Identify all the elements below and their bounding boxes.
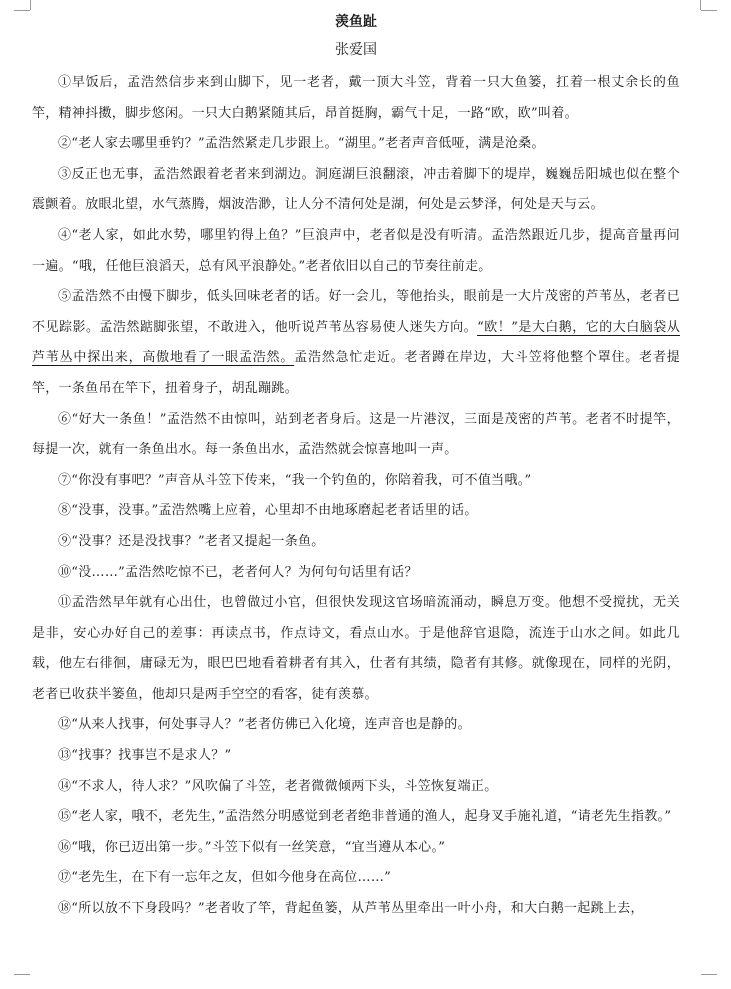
paragraph-2 [32,129,680,160]
paragraph-14 [32,772,680,803]
paragraph-18 [32,894,680,925]
paragraph-text: ①早饭后，孟浩然信步来到山脚下，见一老者，戴一顶大斗笠，背着一只大鱼篓，扛着一根丈余长的鱼竿，精神抖擞，脚步悠闲。一只大白鹅紧随其后，昂首挺胸，霸气十足，一路“欧，欧”叫着。 [32,75,680,121]
paragraph-text: ③反正也无事，孟浩然跟着老者来到湖边。洞庭湖巨浪翻滚，冲击着脚下的堤岸，巍巍岳阳城也似在整个震颤着。放眼北望，水气蒸腾，烟波浩渺，让人分不清何处是湖，何处是云梦泽，何处是天与云。 [32,166,680,213]
paragraph-text: ⑤孟浩然不由慢下脚步，低头回味老者的话。好一会儿，等他抬头，眼前是一大片茂密的芦苇丛，老者已不见踪影。孟浩然踮脚张望，不敢进入，他听说芦苇丛容易使人迷失方向。 [32,289,680,335]
crop-mark-bottom-right [701,974,717,985]
paragraph-10 [32,558,680,589]
paragraph-text: ⑩“没……”孟浩然吃惊不已，老者何人？为何句句话里有话？ [58,564,418,580]
paragraph-text: ⑭“不求人，待人求？”风吹偏了斗笠，老者微微倾两下头，斗笠恢复端正。 [58,778,498,794]
paragraph-text: ⑧“没事，没事。”孟浩然嘴上应着，心里却不由地琢磨起老者话里的话。 [58,503,478,519]
paragraph-text: ⑯“哦，你已迈出第一步。”斗笠下似有一丝笑意，“宜当遵从本心。” [58,839,446,855]
paragraph-text: ⑮“老人家，哦不，老先生，”孟浩然分明感觉到老者绝非普通的渔人，起身叉手施礼道，“请老先生指教。” [58,809,672,825]
paragraph-4 [32,221,680,282]
paragraph-text: ⑱“所以放不下身段吗？”老者收了竿，背起鱼篓，从芦苇丛里牵出一叶小舟，和大白鹅一起跳上去， [58,901,644,917]
document-page [32,10,680,925]
paragraph-text: ⑦“你没有事吧？”声音从斗笠下传来，“我一个钓鱼的，你陪着我，可不值当哦。” [58,472,532,488]
paragraph-text: ④“老人家，如此水势，哪里钓得上鱼？”巨浪声中，老者似是没有听清。孟浩然跟近几步，提高音量再问一遍。“哦，任他巨浪滔天，总有风平浪静处。”老者依旧以自己的节奏往前走。 [32,227,680,274]
article-title: 羡鱼趾 [335,14,377,30]
article-body [32,68,680,925]
crop-mark-top-right-vertical [700,0,701,10]
paragraph-text: ⑪孟浩然早年就有心出仕，也曾做过小官，但很快发现这官场暗流涌动，瞬息万变。他想不受搅扰，无关是非，安心办好自己的差事：再读点书，作点诗文，看点山水。于是他辞官退隐，流连于山水之间。如此几载，他左右徘徊，庸碌无为，眼巴巴地看着耕者有其入，仕者有其绩，隐者有其修。就像现在，同样的光阴，老者已收获半篓鱼，他却只是两手空空的看客，徒有羡慕。 [32,595,680,702]
paragraph-text: ②“老人家去哪里垂钓？”孟浩然紧走几步跟上。“湖里。”老者声音低哑，满是沧桑。 [58,136,545,152]
paragraph-text: ⑫“从来人找事，何处事寻人？”老者仿佛已入化境，连声音也是静的。 [58,717,471,733]
paragraph-12 [32,710,680,741]
crop-mark-top-left [14,0,30,11]
paragraph-7 [32,466,680,497]
paragraph-6 [32,405,680,466]
paragraph-3 [32,160,680,221]
article-author: 张爱国 [335,42,377,58]
paragraph-9 [32,527,680,558]
paragraph-8 [32,496,680,527]
paragraph-11 [32,588,680,710]
paragraph-text: ⑬“找事？找事岂不是求人？” [58,748,232,764]
paragraph-15 [32,802,680,833]
paragraph-text: ⑨“没事？还是没找事？”老者又提起一条鱼。 [58,533,325,549]
paragraph-13 [32,741,680,772]
paragraph-16 [32,833,680,864]
crop-mark-top-right [701,0,717,11]
paragraph-text: 孟浩然急忙走近。老者蹲在岸边，大斗笠将他整个罩住。老者提竿，一条鱼吊在竿下，扭着身子，胡乱蹦跳。 [32,350,680,396]
paragraph-text: ⑥“好大一条鱼！”孟浩然不由惊叫，站到老者身后。这是一片港汊，三面是茂密的芦苇。老者不时提竿，每提一次，就有一条鱼出水。每一条鱼出水，孟浩然就会惊喜地叫一声。 [32,411,680,458]
underlined-sentence: “欧！”是大白鹅，它的大白脑袋从芦苇丛中探出来，高傲地看了一眼孟浩然。 [32,319,680,366]
paragraph-5 [32,282,680,404]
paragraph-text: ⑰“老先生，在下有一忘年之友，但如今他身在高位……” [58,870,392,886]
paragraph-1 [32,68,680,129]
paragraph-17 [32,863,680,894]
crop-mark-bottom-left [14,974,30,985]
crop-mark-top-left-vertical [30,0,31,10]
